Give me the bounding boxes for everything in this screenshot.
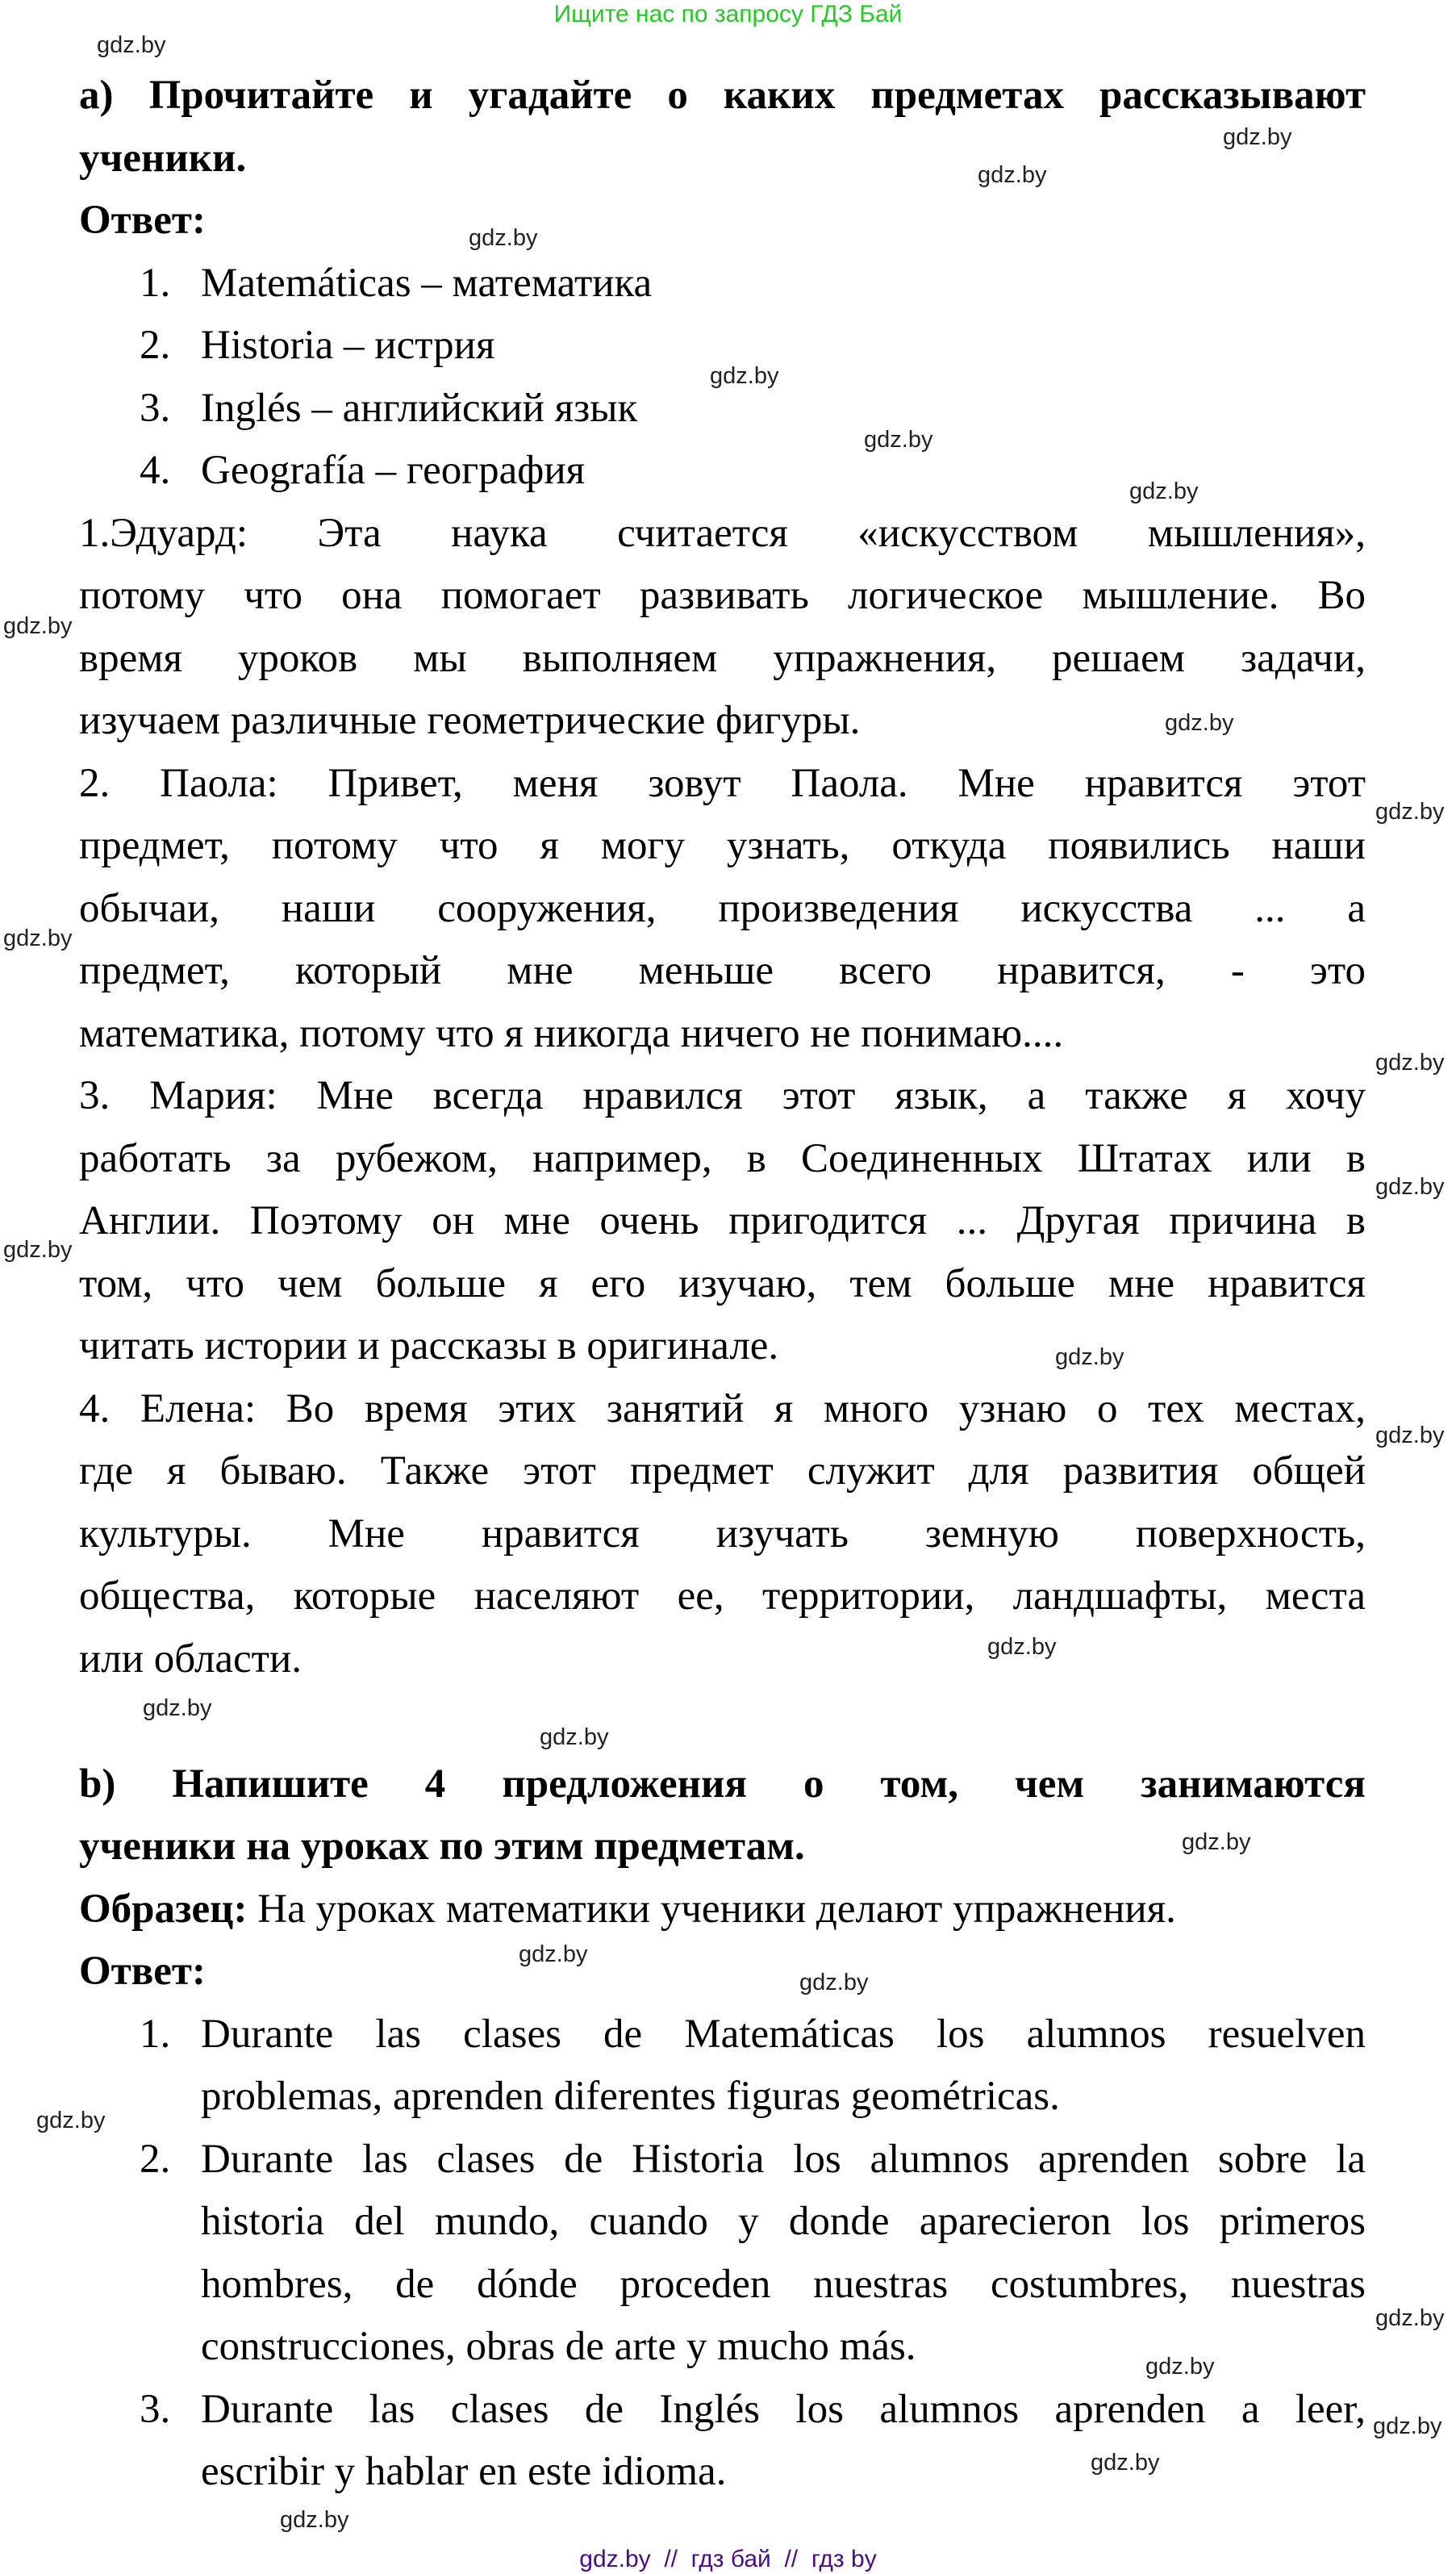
watermark: gdz.by	[97, 32, 166, 58]
paragraph-line: математика, потому что я никогда ничего не понимаю....	[79, 1010, 1064, 1056]
part-a-title-line: ученики.	[79, 135, 247, 181]
paragraph-line: общества, которые населяют ее, территории, ландшафты, места	[79, 1573, 1366, 1619]
document-body	[79, 65, 1366, 2504]
paragraph-line: культуры. Мне нравится изучать земную поверхность,	[79, 1511, 1366, 1557]
sample-label: Образец:	[79, 1886, 248, 1932]
paragraph-line: обычаи, наши сооружения, произведения искусства ... а	[79, 885, 1366, 931]
watermark: gdz.by	[1373, 2413, 1442, 2439]
watermark: gdz.by	[987, 1634, 1057, 1660]
list-text: Matemáticas – математика	[201, 260, 653, 306]
list-text: Durante las clases de Inglés los alumnos aprenden a leer,	[201, 2386, 1366, 2432]
watermark: gdz.by	[799, 1970, 869, 1995]
paragraph-line: 2. Паола: Привет, меня зовут Паола. Мне нравится этот	[79, 760, 1366, 806]
list-number: 2.	[140, 2136, 171, 2182]
watermark: gdz.by	[1375, 799, 1445, 825]
paragraph-line: изучаем различные геометрические фигуры.	[79, 698, 861, 743]
paragraph-line: где я бываю. Также этот предмет служит для развития общей	[79, 1448, 1366, 1494]
watermark: gdz.by	[540, 1724, 609, 1750]
sample-line	[79, 1878, 1366, 1941]
list-text: Inglés – английский язык	[201, 385, 638, 431]
paragraph-line: читать истории и рассказы в оригинале.	[79, 1323, 779, 1368]
paragraph-line: Англии. Поэтому он мне очень пригодится ... Другая причина в	[79, 1198, 1366, 1243]
part-b-title-line: b) Напишите 4 предложения о том, чем занимаются	[79, 1761, 1366, 1807]
watermark: gdz.by	[1145, 2354, 1215, 2380]
paragraph-line: том, что чем больше я его изучаю, тем больше мне нравится	[79, 1260, 1366, 1306]
watermark: gdz.by	[1091, 2450, 1160, 2476]
paragraph-line: 1.Эдуард: Эта наука считается «искусством мышления»,	[79, 510, 1366, 556]
watermark: gdz.by	[1055, 1344, 1124, 1370]
part-b-title-line: ученики на уроках по этим предметам.	[79, 1824, 805, 1869]
watermark: gdz.by	[1165, 710, 1234, 736]
watermark: gdz.by	[1182, 1829, 1251, 1855]
watermark: gdz.by	[3, 926, 73, 951]
watermark: gdz.by	[3, 613, 73, 639]
watermark: gdz.by	[36, 2108, 106, 2133]
list-item	[79, 253, 1366, 315]
list-item-continuation: escribir y hablar en este idioma.	[201, 2449, 727, 2494]
list-item-continuation: hombres, de dónde proceden nuestras costumbres, nuestras	[201, 2261, 1366, 2307]
list-number: 3.	[140, 385, 171, 431]
footer-links[interactable]: gdz.by // гдз бай // гдз by	[579, 2546, 877, 2572]
list-text: Geografía – география	[201, 448, 586, 493]
list-item-continuation: problemas, aprenden diferentes figuras geométricas.	[201, 2074, 1060, 2119]
watermark: gdz.by	[143, 1695, 212, 1721]
paragraph-line: предмет, потому что я могу узнать, откуда появились наши	[79, 823, 1366, 868]
sample-text: На уроках математики ученики делают упражнения.	[247, 1886, 1176, 1932]
paragraph-line: время уроков мы выполняем упражнения, решаем задачи,	[79, 635, 1366, 681]
section-gap	[79, 1690, 1366, 1753]
list-number: 2.	[140, 323, 171, 368]
paragraph-line: 4. Елена: Во время этих занятий я много узнаю о тех местах,	[79, 1385, 1366, 1431]
answer-label: Ответ:	[79, 198, 206, 243]
watermark: gdz.by	[710, 363, 779, 389]
list-number: 1.	[140, 2011, 171, 2057]
list-number: 1.	[140, 260, 171, 306]
list-number: 4.	[140, 448, 171, 493]
watermark: gdz.by	[519, 1941, 588, 1967]
watermark: gdz.by	[1223, 124, 1292, 150]
list-number: 3.	[140, 2386, 171, 2432]
part-a-title-line: а) Прочитайте и угадайте о каких предметах рассказывают	[79, 73, 1366, 118]
paragraph-line: потому что она помогает развивать логическое мышление. Во	[79, 573, 1366, 618]
paragraph-line: работать за рубежом, например, в Соединенных Штатах или в	[79, 1135, 1366, 1181]
list-item-continuation: historia del mundo, cuando y donde aparecieron los primeros	[201, 2199, 1366, 2244]
paragraph-line: 3. Мария: Мне всегда нравился этот язык, а также я хочу	[79, 1073, 1366, 1118]
list-item-continuation: construcciones, obras de arte y mucho más.	[201, 2324, 916, 2369]
watermark: gdz.by	[978, 162, 1047, 188]
watermark: gdz.by	[1129, 478, 1199, 504]
list-item	[79, 2379, 1366, 2442]
list-item	[79, 2004, 1366, 2066]
answer-label: Ответ:	[79, 1949, 206, 1994]
list-text: Historia – истрия	[201, 323, 495, 368]
search-banner[interactable]: Ищите нас по запросу ГДЗ Бай	[553, 1, 903, 27]
watermark: gdz.by	[864, 427, 933, 453]
watermark: gdz.by	[1375, 1174, 1445, 1200]
paragraph-line: или области.	[79, 1636, 302, 1682]
watermark: gdz.by	[469, 225, 538, 251]
watermark: gdz.by	[280, 2507, 349, 2533]
watermark: gdz.by	[1375, 2305, 1445, 2331]
list-text: Durante las clases de Historia los alumnos aprenden sobre la	[201, 2136, 1366, 2182]
list-text: Durante las clases de Matemáticas los alumnos resuelven	[201, 2011, 1366, 2057]
list-item	[79, 2129, 1366, 2192]
watermark: gdz.by	[3, 1237, 73, 1263]
watermark: gdz.by	[1375, 1423, 1445, 1448]
watermark: gdz.by	[1375, 1050, 1445, 1076]
paragraph-line: предмет, который мне меньше всего нравится, - это	[79, 948, 1366, 993]
